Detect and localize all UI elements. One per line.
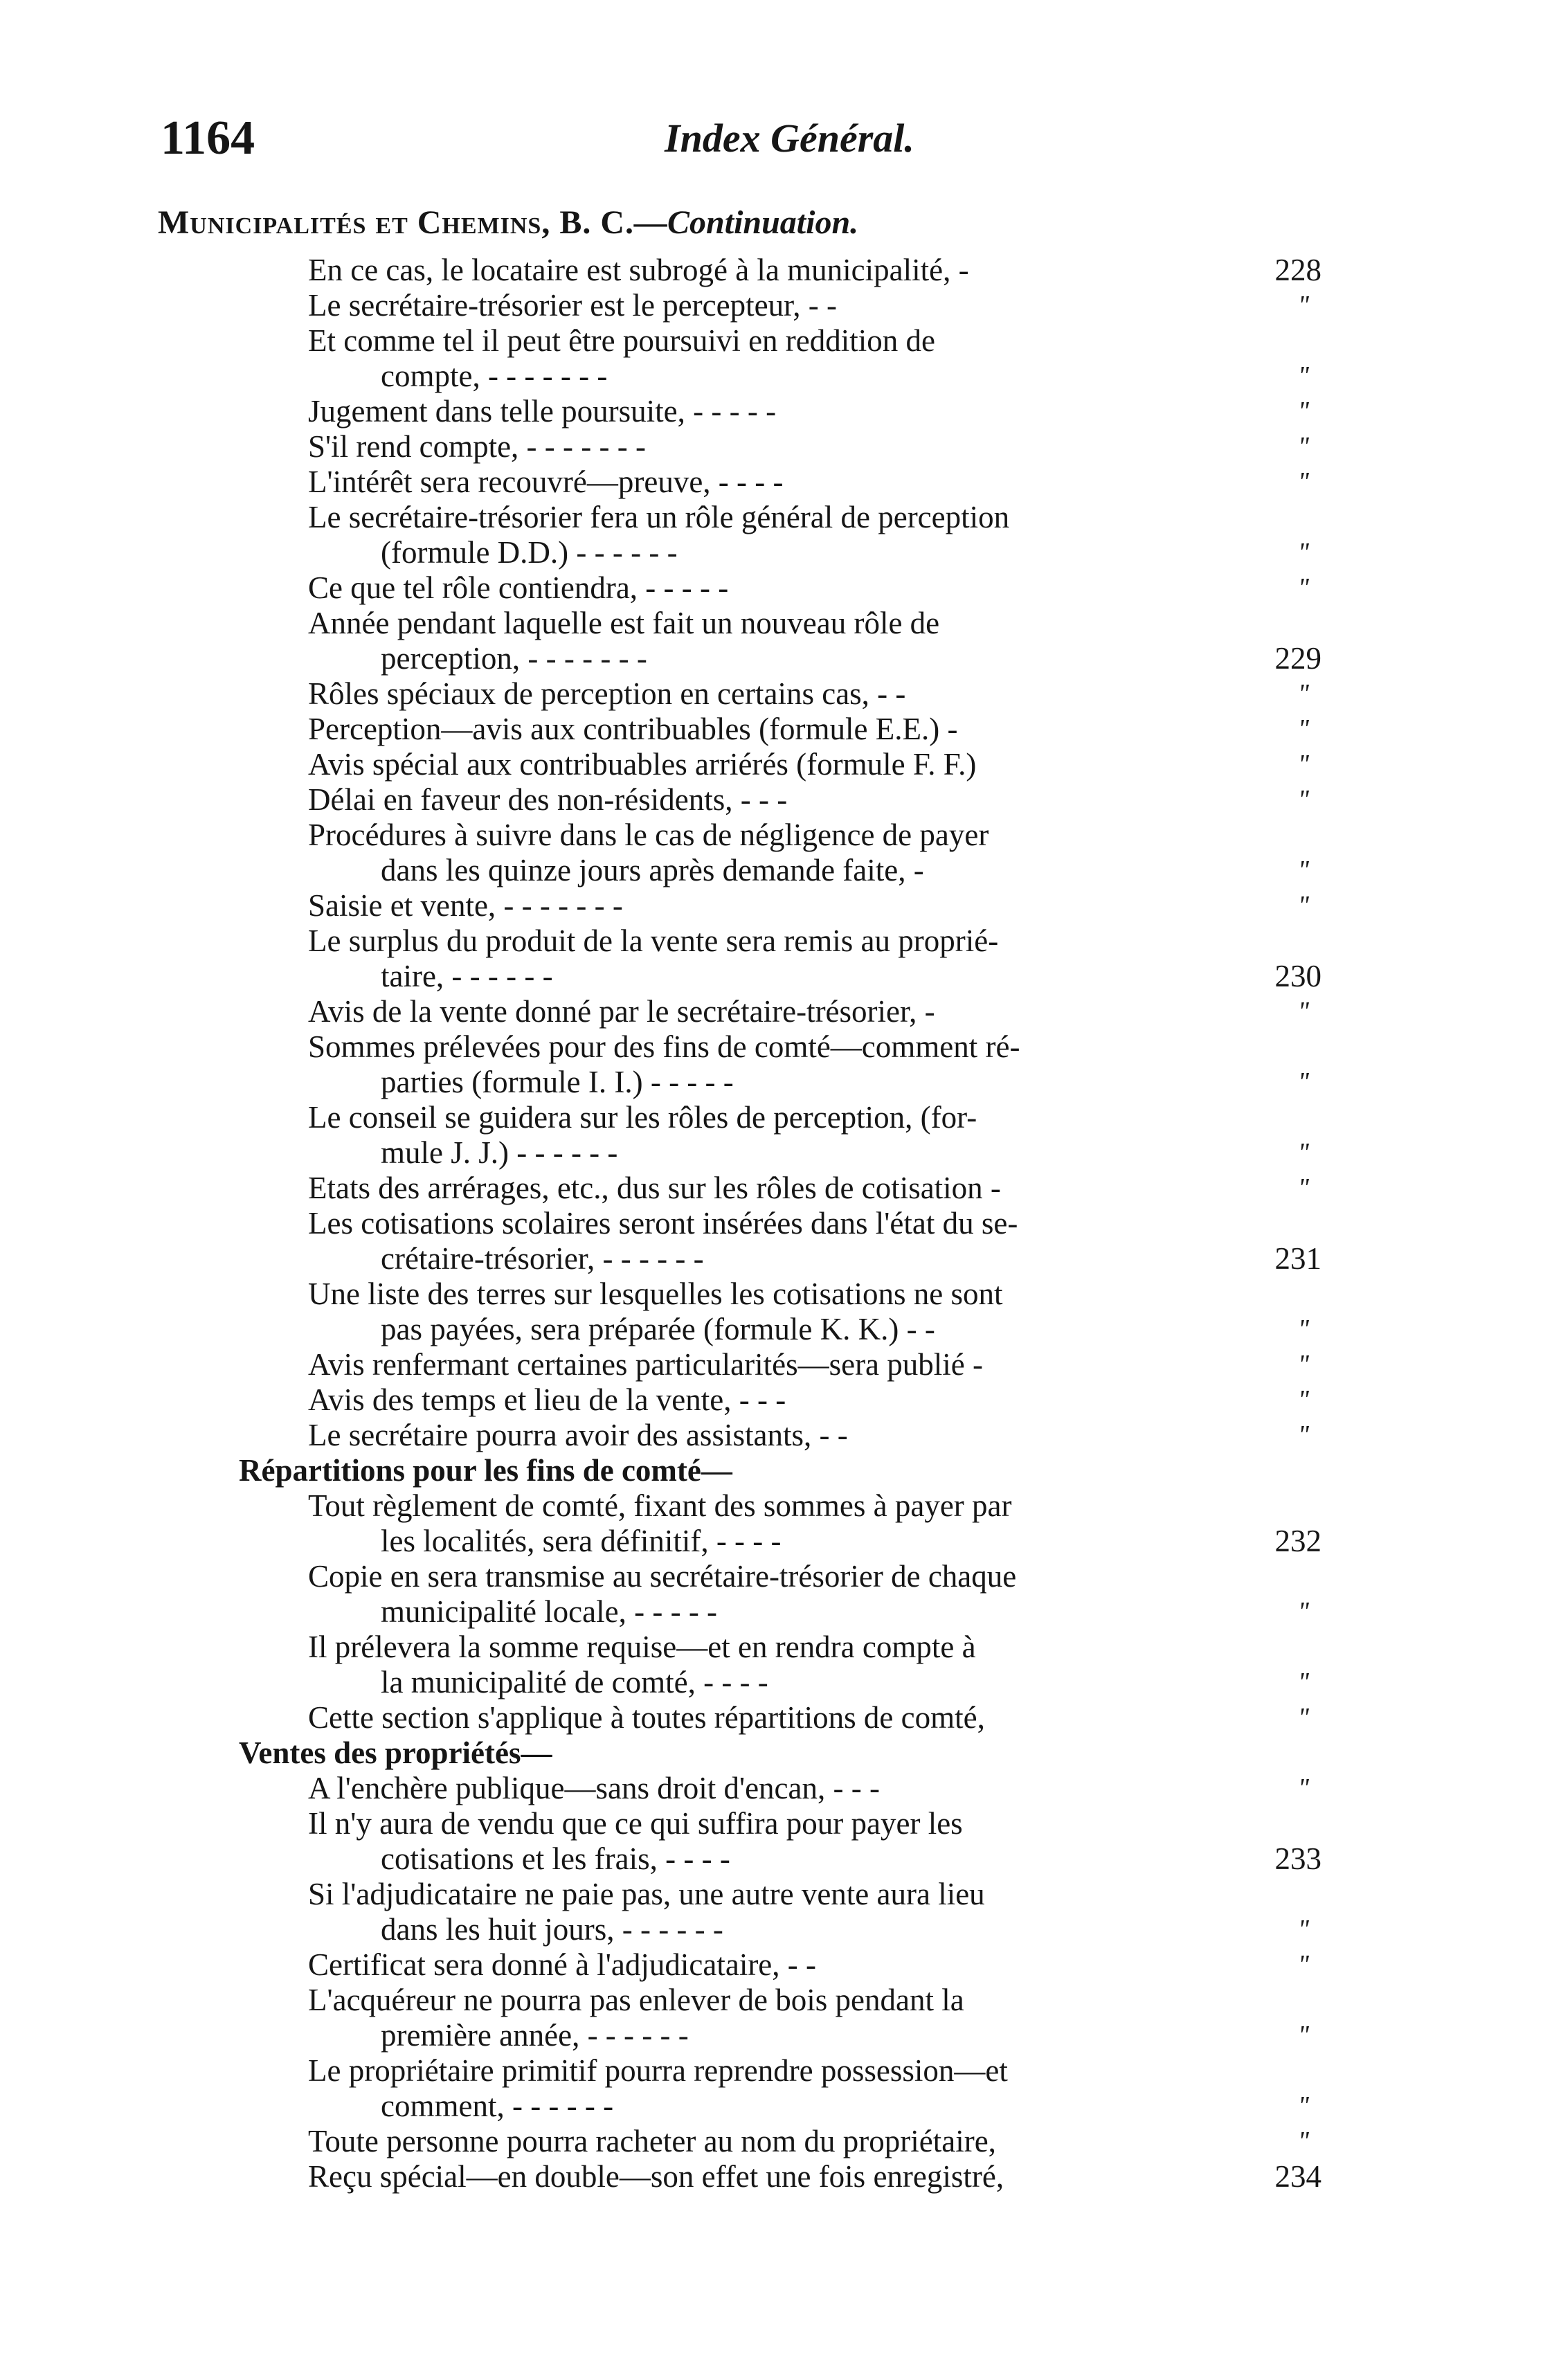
- page-reference: ": [1298, 679, 1309, 708]
- page-reference: ": [1298, 432, 1309, 461]
- entry-line: [0, 323, 1543, 359]
- entry-text: Si l'adjudicataire ne paie pas, une autre vente aura lieu: [308, 1877, 985, 1911]
- index-entry: [0, 782, 1543, 818]
- entry-line: [0, 1418, 1543, 1453]
- entry-line: [0, 676, 1543, 712]
- entry-line: [0, 1524, 1543, 1559]
- entry-text: Le secrétaire pourra avoir des assistants, - -: [308, 1418, 848, 1452]
- entry-line: [0, 888, 1543, 923]
- entry-line: [0, 747, 1543, 782]
- index-entry: [0, 606, 1543, 676]
- entry-line: [0, 712, 1543, 747]
- index-entry: [0, 1100, 1543, 1171]
- entry-text: crétaire-trésorier, - - - - - -: [381, 1241, 704, 1276]
- page-reference: ": [1298, 467, 1309, 496]
- entry-line: [0, 1277, 1543, 1312]
- entry-text: Jugement dans telle poursuite, - - - - -: [308, 394, 777, 429]
- index-entry: [0, 1347, 1543, 1382]
- entry-line: [0, 1171, 1543, 1206]
- section-heading: [158, 202, 858, 244]
- page-reference: ": [1298, 2091, 1309, 2120]
- entry-line: [0, 288, 1543, 323]
- page-reference: ": [1298, 1915, 1309, 1944]
- entry-line: [0, 1241, 1543, 1277]
- entry-line: [0, 1983, 1543, 2018]
- entry-line: [0, 1347, 1543, 1382]
- entry-text: perception, - - - - - - -: [381, 641, 647, 676]
- index-entry: [0, 1029, 1543, 1100]
- entry-line: [0, 1453, 1543, 1488]
- entry-text: dans les huit jours, - - - - - -: [381, 1912, 723, 1947]
- index-entry: [0, 323, 1543, 394]
- index-entry: [0, 570, 1543, 606]
- index-entry: [0, 1700, 1543, 1736]
- page-number: 1164: [161, 111, 255, 165]
- entry-text: Toute personne pourra racheter au nom du propriétaire,: [308, 2124, 996, 2158]
- index-entry: [0, 2159, 1543, 2194]
- entry-text: (formule D.D.) - - - - - -: [381, 535, 678, 570]
- page-reference: ": [1298, 1138, 1309, 1167]
- entry-line: [0, 1665, 1543, 1700]
- entry-line: [0, 818, 1543, 853]
- index-entries: [0, 253, 1543, 2194]
- page-reference: ": [1298, 856, 1309, 885]
- entry-line: [0, 1559, 1543, 1594]
- entry-line: [0, 1029, 1543, 1065]
- entry-text: cotisations et les frais, - - - -: [381, 1841, 730, 1876]
- entry-line: [0, 253, 1543, 288]
- entry-line: [0, 1065, 1543, 1100]
- entry-line: [0, 2159, 1543, 2194]
- index-entry: [0, 1382, 1543, 1418]
- entry-line: [0, 1630, 1543, 1665]
- page-reference: ": [1298, 1315, 1309, 1344]
- entry-text: Certificat sera donné à l'adjudicataire, - -: [308, 1947, 816, 1982]
- section-heading-main: Municipalités et Chemins, B. C.: [158, 204, 635, 241]
- index-entry: [0, 1947, 1543, 1983]
- page-reference: ": [1298, 1950, 1309, 1979]
- entry-line: [0, 2124, 1543, 2159]
- entry-text: parties (formule I. I.) - - - - -: [381, 1065, 734, 1099]
- index-entry: [0, 1983, 1543, 2053]
- entry-text: Année pendant laquelle est fait un nouveau rôle de: [308, 606, 940, 640]
- entry-line: [0, 570, 1543, 606]
- index-entry: [0, 1559, 1543, 1630]
- index-entry: [0, 253, 1543, 288]
- page-reference: ": [1298, 573, 1309, 602]
- index-entry: [0, 500, 1543, 570]
- page-reference: ": [1298, 2127, 1309, 2156]
- page-reference: 233: [1274, 1841, 1321, 1876]
- entry-text: Perception—avis aux contribuables (formule E.E.) -: [308, 712, 958, 746]
- entry-text: Avis des temps et lieu de la vente, - - -: [308, 1382, 786, 1417]
- page-reference: ": [1298, 1421, 1309, 1450]
- page-reference: ": [1298, 1350, 1309, 1379]
- entry-text: A l'enchère publique—sans droit d'encan, - - -: [308, 1771, 880, 1805]
- entry-line: [0, 641, 1543, 676]
- entry-line: [0, 782, 1543, 818]
- entry-text: Il n'y aura de vendu que ce qui suffira pour payer les: [308, 1806, 963, 1841]
- entry-line: [0, 853, 1543, 888]
- entry-text: Le secrétaire-trésorier fera un rôle général de perception: [308, 500, 1010, 534]
- entry-line: [0, 1877, 1543, 1912]
- entry-line: [0, 606, 1543, 641]
- page-reference: ": [1298, 1385, 1309, 1414]
- page-reference: ": [1298, 714, 1309, 743]
- entry-line: [0, 1912, 1543, 1947]
- entry-text: S'il rend compte, - - - - - - -: [308, 429, 646, 464]
- entry-line: [0, 1100, 1543, 1135]
- entry-line: [0, 994, 1543, 1029]
- entry-text: comment, - - - - - -: [381, 2089, 614, 2123]
- index-entry: [0, 1171, 1543, 1206]
- entry-text: Cette section s'applique à toutes répartitions de comté,: [308, 1700, 985, 1735]
- entry-line: [0, 1700, 1543, 1736]
- entry-text: Le conseil se guidera sur les rôles de perception, (for-: [308, 1100, 977, 1135]
- entry-line: [0, 1488, 1543, 1524]
- entry-line: [0, 2018, 1543, 2053]
- entry-text: Une liste des terres sur lesquelles les cotisations ne sont: [308, 1277, 1003, 1311]
- page-reference: 231: [1274, 1241, 1321, 1276]
- page-reference: 228: [1274, 253, 1321, 287]
- entry-line: [0, 1382, 1543, 1418]
- entry-text: Le propriétaire primitif pourra reprendre possession—et: [308, 2053, 1008, 2088]
- entry-text: Avis de la vente donné par le secrétaire-trésorier, -: [308, 994, 935, 1029]
- page-reference: ": [1298, 1597, 1309, 1626]
- entry-text: Avis renfermant certaines particularités—sera publié -: [308, 1347, 983, 1382]
- index-entry: [0, 1488, 1543, 1559]
- entry-line: [0, 394, 1543, 429]
- index-entry: [0, 747, 1543, 782]
- page-reference: ": [1298, 1173, 1309, 1202]
- entry-text: L'acquéreur ne pourra pas enlever de bois pendant la: [308, 1983, 964, 2017]
- entry-text: Répartitions pour les fins de comté—: [239, 1453, 732, 1488]
- page-reference: ": [1298, 1703, 1309, 1732]
- page-reference: ": [1298, 997, 1309, 1026]
- entry-text: première année, - - - - - -: [381, 2018, 689, 2053]
- entry-text: pas payées, sera préparée (formule K. K.) - -: [381, 1312, 935, 1346]
- entry-line: [0, 500, 1543, 535]
- index-entry: [0, 888, 1543, 923]
- entry-line: [0, 2089, 1543, 2124]
- index-entry: [0, 2124, 1543, 2159]
- index-entry: [0, 1418, 1543, 1453]
- entry-line: [0, 2053, 1543, 2089]
- entry-text: les localités, sera définitif, - - - -: [381, 1524, 782, 1558]
- index-entry: [0, 818, 1543, 888]
- page-reference: 234: [1274, 2159, 1321, 2194]
- index-entry: [0, 429, 1543, 465]
- page-reference: ": [1298, 538, 1309, 567]
- entry-line: [0, 1594, 1543, 1630]
- page-reference: ": [1298, 1668, 1309, 1697]
- entry-text: Et comme tel il peut être poursuivi en reddition de: [308, 323, 935, 358]
- entry-line: [0, 1312, 1543, 1347]
- page-reference: ": [1298, 291, 1309, 320]
- entry-text: Ventes des propriétés—: [239, 1736, 552, 1770]
- index-entry: [0, 1806, 1543, 1877]
- entry-line: [0, 535, 1543, 570]
- page-reference: 229: [1274, 641, 1321, 676]
- page-reference: ": [1298, 2021, 1309, 2050]
- entry-text: L'intérêt sera recouvré—preuve, - - - -: [308, 465, 784, 499]
- entry-text: Sommes prélevées pour des fins de comté—comment ré-: [308, 1029, 1020, 1064]
- page-reference: ": [1298, 750, 1309, 779]
- running-title: Index Général.: [665, 116, 914, 161]
- entry-text: Rôles spéciaux de perception en certains cas, - -: [308, 676, 906, 711]
- entry-text: Tout règlement de comté, fixant des sommes à payer par: [308, 1488, 1012, 1523]
- entry-text: Le surplus du produit de la vente sera remis au proprié-: [308, 923, 999, 958]
- entry-text: mule J. J.) - - - - - -: [381, 1135, 618, 1170]
- entry-line: [0, 923, 1543, 959]
- index-entry: [0, 676, 1543, 712]
- index-subheading: [0, 1453, 1543, 1488]
- entry-text: compte, - - - - - - -: [381, 359, 608, 393]
- entry-line: [0, 1806, 1543, 1841]
- index-entry: [0, 394, 1543, 429]
- index-entry: [0, 2053, 1543, 2124]
- section-heading-continuation: —Continuation.: [634, 204, 859, 241]
- entry-line: [0, 1841, 1543, 1877]
- index-entry: [0, 465, 1543, 500]
- index-entry: [0, 994, 1543, 1029]
- index-entry: [0, 288, 1543, 323]
- entry-text: Etats des arrérages, etc., dus sur les rôles de cotisation -: [308, 1171, 1001, 1205]
- entry-text: Copie en sera transmise au secrétaire-trésorier de chaque: [308, 1559, 1017, 1594]
- index-entry: [0, 923, 1543, 994]
- index-entry: [0, 1877, 1543, 1947]
- index-entry: [0, 1277, 1543, 1347]
- entry-line: [0, 359, 1543, 394]
- page-reference: ": [1298, 785, 1309, 814]
- entry-text: Avis spécial aux contribuables arriérés (formule F. F.): [308, 747, 977, 782]
- index-subheading: [0, 1736, 1543, 1771]
- entry-line: [0, 959, 1543, 994]
- index-entry: [0, 1206, 1543, 1277]
- entry-text: Délai en faveur des non-résidents, - - -: [308, 782, 788, 817]
- entry-text: Saisie et vente, - - - - - - -: [308, 888, 623, 923]
- entry-line: [0, 465, 1543, 500]
- entry-text: taire, - - - - - -: [381, 959, 553, 993]
- entry-line: [0, 429, 1543, 465]
- entry-text: En ce cas, le locataire est subrogé à la municipalité, -: [308, 253, 969, 287]
- page-header: [0, 111, 1543, 166]
- index-entry: [0, 1630, 1543, 1700]
- index-entry: [0, 712, 1543, 747]
- entry-text: Les cotisations scolaires seront insérées dans l'état du se-: [308, 1206, 1018, 1241]
- page-reference: ": [1298, 1067, 1309, 1097]
- entry-text: Ce que tel rôle contiendra, - - - - -: [308, 570, 729, 605]
- page-reference: 230: [1274, 959, 1321, 993]
- page-reference: ": [1298, 397, 1309, 426]
- entry-line: [0, 1206, 1543, 1241]
- page-reference: ": [1298, 1774, 1309, 1803]
- entry-text: Reçu spécial—en double—son effet une fois enregistré,: [308, 2159, 1004, 2194]
- entry-line: [0, 1771, 1543, 1806]
- page-reference: ": [1298, 891, 1309, 920]
- entry-text: dans les quinze jours après demande faite, -: [381, 853, 924, 887]
- page-reference: 232: [1274, 1524, 1321, 1558]
- entry-line: [0, 1947, 1543, 1983]
- entry-line: [0, 1135, 1543, 1171]
- entry-line: [0, 1736, 1543, 1771]
- entry-text: Le secrétaire-trésorier est le percepteur, - -: [308, 288, 837, 323]
- entry-text: Il prélevera la somme requise—et en rendra compte à: [308, 1630, 976, 1664]
- entry-text: Procédures à suivre dans le cas de négligence de payer: [308, 818, 989, 852]
- page-reference: ": [1298, 361, 1309, 390]
- index-entry: [0, 1771, 1543, 1806]
- entry-text: la municipalité de comté, - - - -: [381, 1665, 768, 1700]
- entry-text: municipalité locale, - - - - -: [381, 1594, 718, 1629]
